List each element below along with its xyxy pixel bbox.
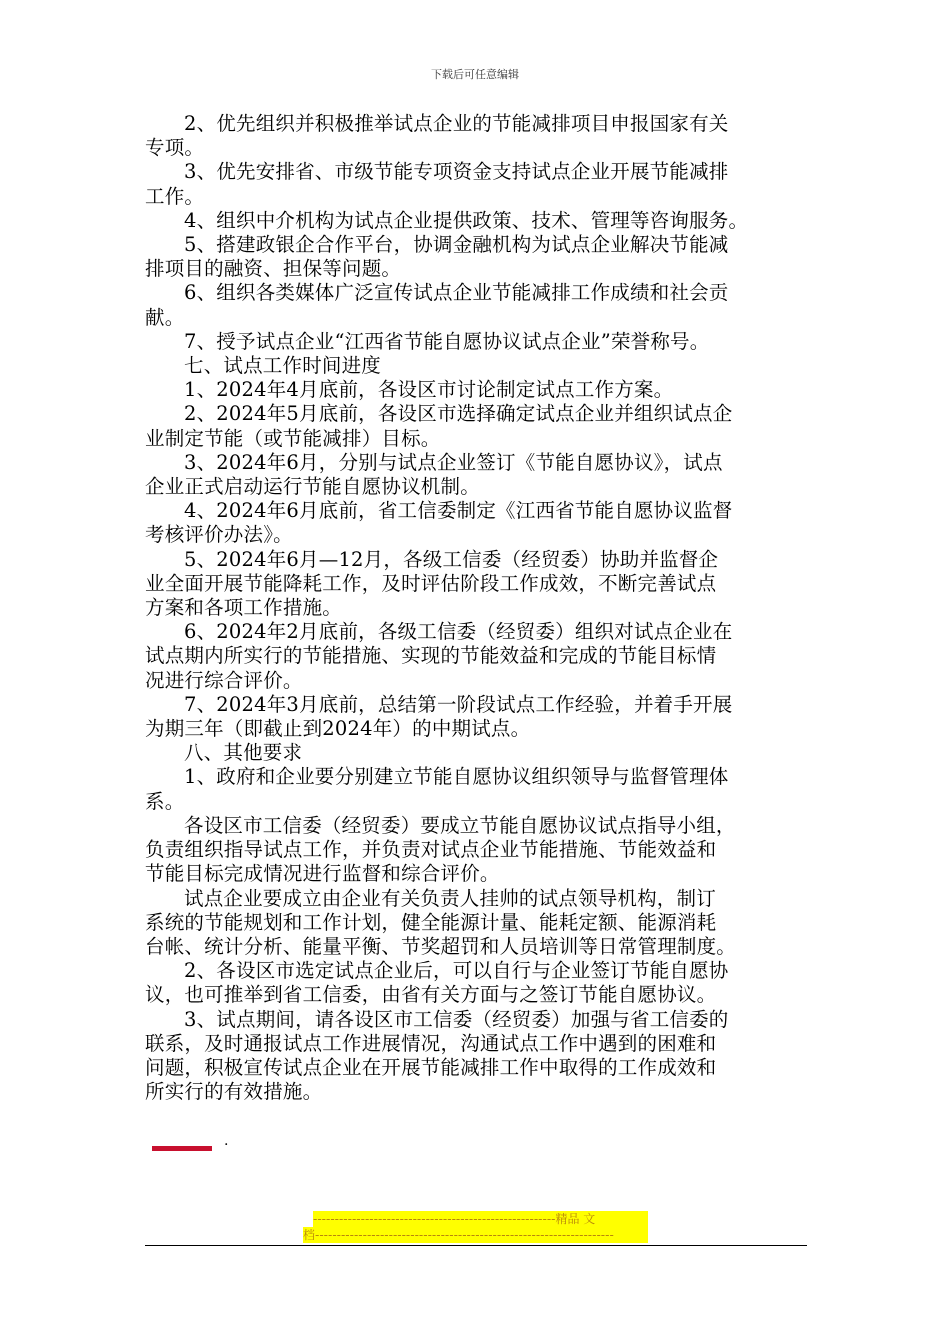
paragraph-line: 业全面开展节能降耗工作，及时评估阶段工作成效，不断完善试点 [145, 571, 717, 595]
paragraph-line: 6、2024年2月底前，各级工信委（经贸委）组织对试点企业在 [184, 620, 733, 644]
paragraph-line: 排项目的融资、担保等问题。 [145, 257, 402, 281]
paragraph-line: 1、2024年4月底前，各设区市讨论制定试点工作方案。 [184, 378, 674, 402]
paragraph-line: 5、2024年6月—12月，各级工信委（经贸委）协助并监督企 [184, 547, 719, 571]
paragraph [145, 112, 807, 160]
paragraph [145, 887, 807, 960]
paragraph-line: 4、2024年6月底前，省工信委制定《江西省节能自愿协议监督 [184, 499, 733, 523]
paragraph-line: 2、各设区市选定试点企业后，可以自行与企业签订节能自愿协 [184, 959, 729, 983]
paragraph-line: 3、2024年6月，分别与试点企业签订《节能自愿协议》，试点 [184, 450, 723, 474]
paragraph-line: 5、搭建政银企合作平台，协调金融机构为试点企业解决节能减 [184, 233, 729, 257]
paragraph-line: 试点期内所实行的节能措施、实现的节能效益和完成的节能目标情 [145, 644, 717, 668]
paragraph-line: 七、试点工作时间进度 [184, 354, 382, 378]
paragraph [145, 160, 807, 208]
paragraph [145, 814, 807, 887]
paragraph [145, 281, 807, 329]
paragraph-line: 专项。 [145, 136, 205, 160]
paragraph-line: 各设区市工信委（经贸委）要成立节能自愿协议试点指导小组， [184, 813, 736, 837]
paragraph-line: 问题，积极宣传试点企业在开展节能减排工作中取得的工作成效和 [145, 1055, 717, 1079]
paragraph [145, 451, 807, 499]
paragraph [145, 1008, 807, 1105]
paragraph-line: 2、优先组织并积极推举试点企业的节能减排项目申报国家有关 [184, 112, 729, 135]
paragraph-line: 节能目标完成情况进行监督和综合评价。 [145, 862, 500, 886]
paragraph-line: 1、政府和企业要分别建立节能自愿协议组织领导与监督管理体 [184, 765, 729, 789]
paragraph-line: 试点企业要成立由企业有关负责人挂帅的试点领导机构，制订 [184, 886, 716, 910]
paragraph-line: 3、试点期间，请各设区市工信委（经贸委）加强与省工信委的 [184, 1007, 729, 1031]
paragraph [145, 378, 807, 402]
paragraph [145, 693, 807, 741]
paragraph [145, 499, 807, 547]
paragraph [145, 233, 807, 281]
document-body [145, 112, 807, 1104]
paragraph-line: 6、组织各类媒体广泛宣传试点企业节能减排工作成绩和社会贡 [184, 281, 729, 305]
paragraph-line: 工作。 [145, 184, 205, 208]
paragraph-line: 为期三年（即截止到2024年）的中期试点。 [145, 717, 531, 741]
paragraph-line: 4、组织中介机构为试点企业提供政策、技术、管理等咨询服务。 [184, 208, 749, 232]
footer-line-2: 档--------------------------------------------------------------------- [303, 1227, 648, 1243]
paragraph-line: 献。 [145, 305, 185, 329]
paragraph-line: 3、优先安排省、市级节能专项资金支持试点企业开展节能减排 [184, 160, 729, 184]
paragraph-line: 考核评价办法》。 [145, 523, 293, 547]
paragraph-line: 议，也可推举到省工信委，由省有关方面与之签订节能自愿协议。 [145, 983, 717, 1007]
paragraph-line: 负责组织指导试点工作，并负责对试点企业节能措施、节能效益和 [145, 838, 717, 862]
paragraph-line: 况进行综合评价。 [145, 668, 303, 692]
paragraph [145, 402, 807, 450]
paragraph-line: 所实行的有效措施。 [145, 1080, 323, 1104]
trailing-dot: . [224, 1133, 229, 1149]
paragraph [145, 548, 807, 621]
paragraph [145, 209, 807, 233]
red-mark [152, 1146, 212, 1151]
paragraph-line: 台帐、统计分析、能量平衡、节奖超罚和人员培训等日常管理制度。 [145, 934, 737, 958]
paragraph-line: 联系，及时通报试点工作进展情况，沟通试点工作中遇到的困难和 [145, 1031, 717, 1055]
paragraph [145, 354, 807, 378]
paragraph-line: 方案和各项工作措施。 [145, 596, 343, 620]
paragraph-line: 系统的节能规划和工作计划，健全能源计量、能耗定额、能源消耗 [145, 910, 717, 934]
paragraph-line: 7、2024年3月底前，总结第一阶段试点工作经验，并着手开展 [184, 692, 733, 716]
paragraph [145, 765, 807, 813]
paragraph-line: 业制定节能（或节能减排）目标。 [145, 426, 441, 450]
footer-rule [145, 1245, 807, 1246]
paragraph [145, 741, 807, 765]
footer-banner [303, 1211, 648, 1243]
footer-line-1: --------------------------------------------------------精品 文 [313, 1211, 648, 1227]
paragraph [145, 620, 807, 693]
paragraph-line: 企业正式启动运行节能自愿协议机制。 [145, 475, 480, 499]
page-header: 下载后可任意编辑 [431, 68, 519, 81]
paragraph-line: 2、2024年5月底前，各设区市选择确定试点企业并组织试点企 [184, 402, 733, 426]
paragraph-line: 系。 [145, 789, 185, 813]
paragraph-line: 7、授予试点企业“江西省节能自愿协议试点企业”荣誉称号。 [184, 329, 710, 353]
paragraph-line: 八、其他要求 [184, 741, 303, 765]
paragraph [145, 330, 807, 354]
paragraph [145, 959, 807, 1007]
